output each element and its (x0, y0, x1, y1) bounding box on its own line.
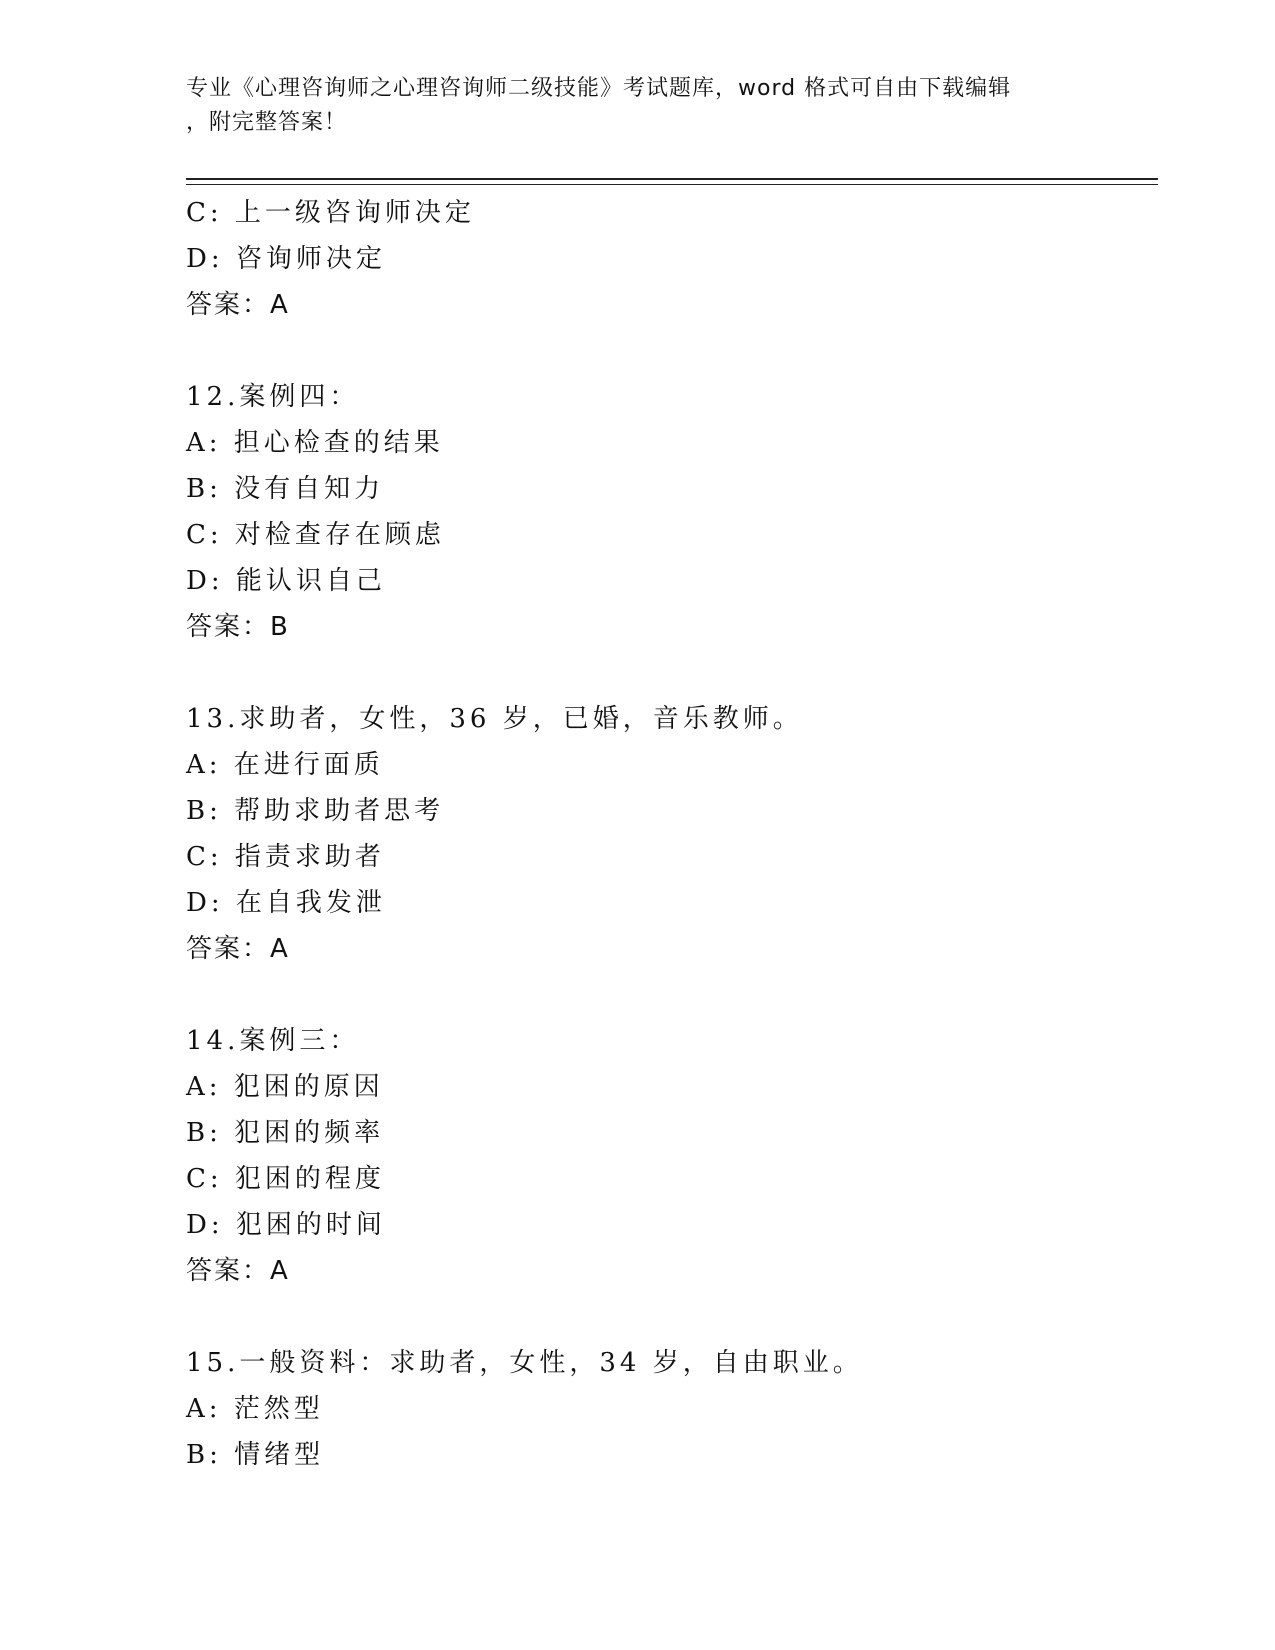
option-d: D: 咨询师决定 (186, 244, 386, 274)
question-12 (186, 374, 1158, 650)
spacer (186, 1294, 1158, 1340)
option-b: B: 犯困的频率 (186, 1118, 385, 1148)
option-c: C: 犯困的程度 (186, 1164, 385, 1194)
header-line-2: ，附完整答案！ (186, 110, 348, 135)
answer-line: 答案：A (186, 934, 290, 964)
option-a: A: 在进行面质 (186, 750, 384, 780)
option-a: A: 担心检查的结果 (186, 428, 444, 458)
question-title: 14.案例三： (186, 1026, 360, 1056)
option-d: D: 在自我发泄 (186, 888, 386, 918)
option-a: A: 犯困的原因 (186, 1072, 384, 1102)
question-list (186, 190, 1158, 1478)
option-b: B: 帮助求助者思考 (186, 796, 445, 826)
option-d: D: 能认识自己 (186, 566, 386, 596)
question-14 (186, 1018, 1158, 1294)
option-c: C: 对检查存在顾虑 (186, 520, 445, 550)
option-c: C: 指责求助者 (186, 842, 385, 872)
option-c: C: 上一级咨询师决定 (186, 198, 475, 228)
spacer (186, 972, 1158, 1018)
header-line-1: 专业《心理咨询师之心理咨询师二级技能》考试题库，word 格式可自由下载编辑 (186, 76, 1012, 101)
question-11-continued (186, 190, 1158, 328)
answer-line: 答案：A (186, 1256, 290, 1286)
option-d: D: 犯困的时间 (186, 1210, 386, 1240)
question-title: 15.一般资料：求助者，女性，34 岁，自由职业。 (186, 1348, 863, 1378)
option-b: B: 情绪型 (186, 1440, 325, 1470)
option-b: B: 没有自知力 (186, 474, 385, 504)
header-divider-thick (186, 178, 1158, 180)
question-15 (186, 1340, 1158, 1478)
spacer (186, 328, 1158, 374)
document-header (186, 72, 1086, 140)
question-title: 13.求助者，女性，36 岁，已婚，音乐教师。 (186, 704, 803, 734)
question-title: 12.案例四： (186, 382, 360, 412)
question-13 (186, 696, 1158, 972)
header-divider-thin (186, 184, 1158, 185)
option-a: A: 茫然型 (186, 1394, 324, 1424)
answer-line: 答案：B (186, 612, 290, 642)
spacer (186, 650, 1158, 696)
answer-line: 答案：A (186, 290, 290, 320)
